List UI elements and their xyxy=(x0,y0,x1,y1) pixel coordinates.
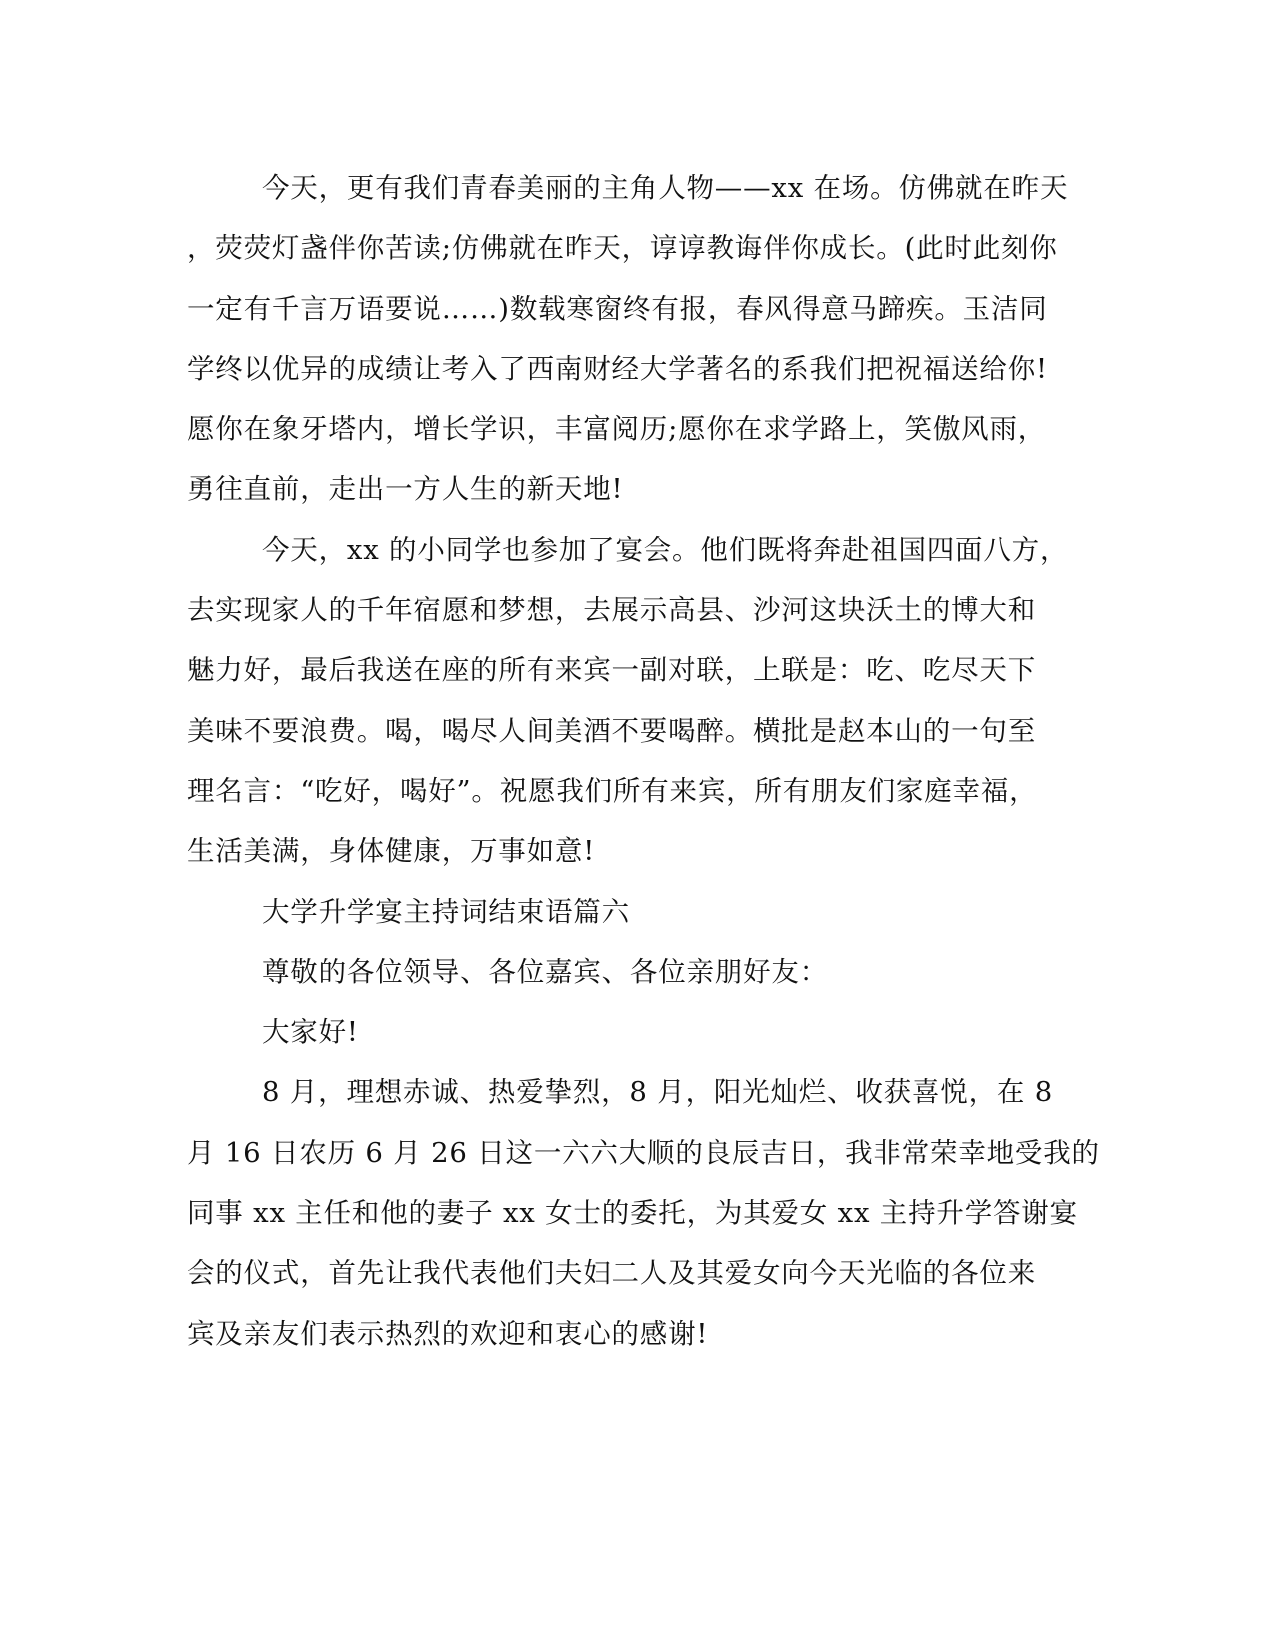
text-line: 宾及亲友们表示热烈的欢迎和衷心的感谢! xyxy=(187,1317,709,1350)
text-line: 8 月，理想赤诚、热爱挚烈，8 月，阳光灿烂、收获喜悦，在 8 xyxy=(262,1076,1054,1109)
text-line: 愿你在象牙塔内，增长学识，丰富阅历;愿你在求学路上，笑傲风雨， xyxy=(187,413,1047,446)
section-heading: 大学升学宴主持词结束语篇六 xyxy=(262,895,630,928)
text-line: 生活美满，身体健康，万事如意! xyxy=(187,835,596,868)
text-line: 今天，更有我们青春美丽的主角人物——xx 在场。仿佛就在昨天 xyxy=(262,172,1069,204)
text-line: 一定有千言万语要说……)数载寒窗终有报，春风得意马蹄疾。玉洁同 xyxy=(187,292,1048,325)
text-line: 去实现家人的千年宿愿和梦想，去展示高县、沙河这块沃土的博大和 xyxy=(187,594,1036,627)
greeting: 大家好! xyxy=(262,1016,359,1049)
text-line: 魅力好，最后我送在座的所有来宾一副对联，上联是：吃、吃尽天下 xyxy=(187,654,1036,687)
text-line: ，荧荧灯盏伴你苦读;仿佛就在昨天，谆谆教诲伴你成长。(此时此刻你 xyxy=(187,232,1058,265)
text-line: 勇往直前，走出一方人生的新天地! xyxy=(187,473,624,506)
text-line: 理名言：“吃好，喝好”。祝愿我们所有来宾，所有朋友们家庭幸福， xyxy=(187,774,1038,807)
text-line: 今天，xx 的小同学也参加了宴会。他们既将奔赴祖国四面八方， xyxy=(262,533,1069,566)
text-line: 学终以优异的成绩让考入了西南财经大学著名的系我们把祝福送给你! xyxy=(187,352,1048,385)
document-body xyxy=(187,158,1100,1364)
text-line: 同事 xx 主任和他的妻子 xx 女士的委托，为其爱女 xx 主持升学答谢宴 xyxy=(187,1197,1078,1230)
text-line: 月 16 日农历 6 月 26 日这一六六大顺的良辰吉日，我非常荣幸地受我的 xyxy=(187,1136,1100,1169)
text-line: 会的仪式，首先让我代表他们夫妇二人及其爱女向今天光临的各位来 xyxy=(187,1257,1036,1290)
text-line: 美味不要浪费。喝，喝尽人间美酒不要喝醉。横批是赵本山的一句至 xyxy=(187,714,1036,747)
salutation: 尊敬的各位领导、各位嘉宾、各位亲朋好友： xyxy=(262,955,828,988)
